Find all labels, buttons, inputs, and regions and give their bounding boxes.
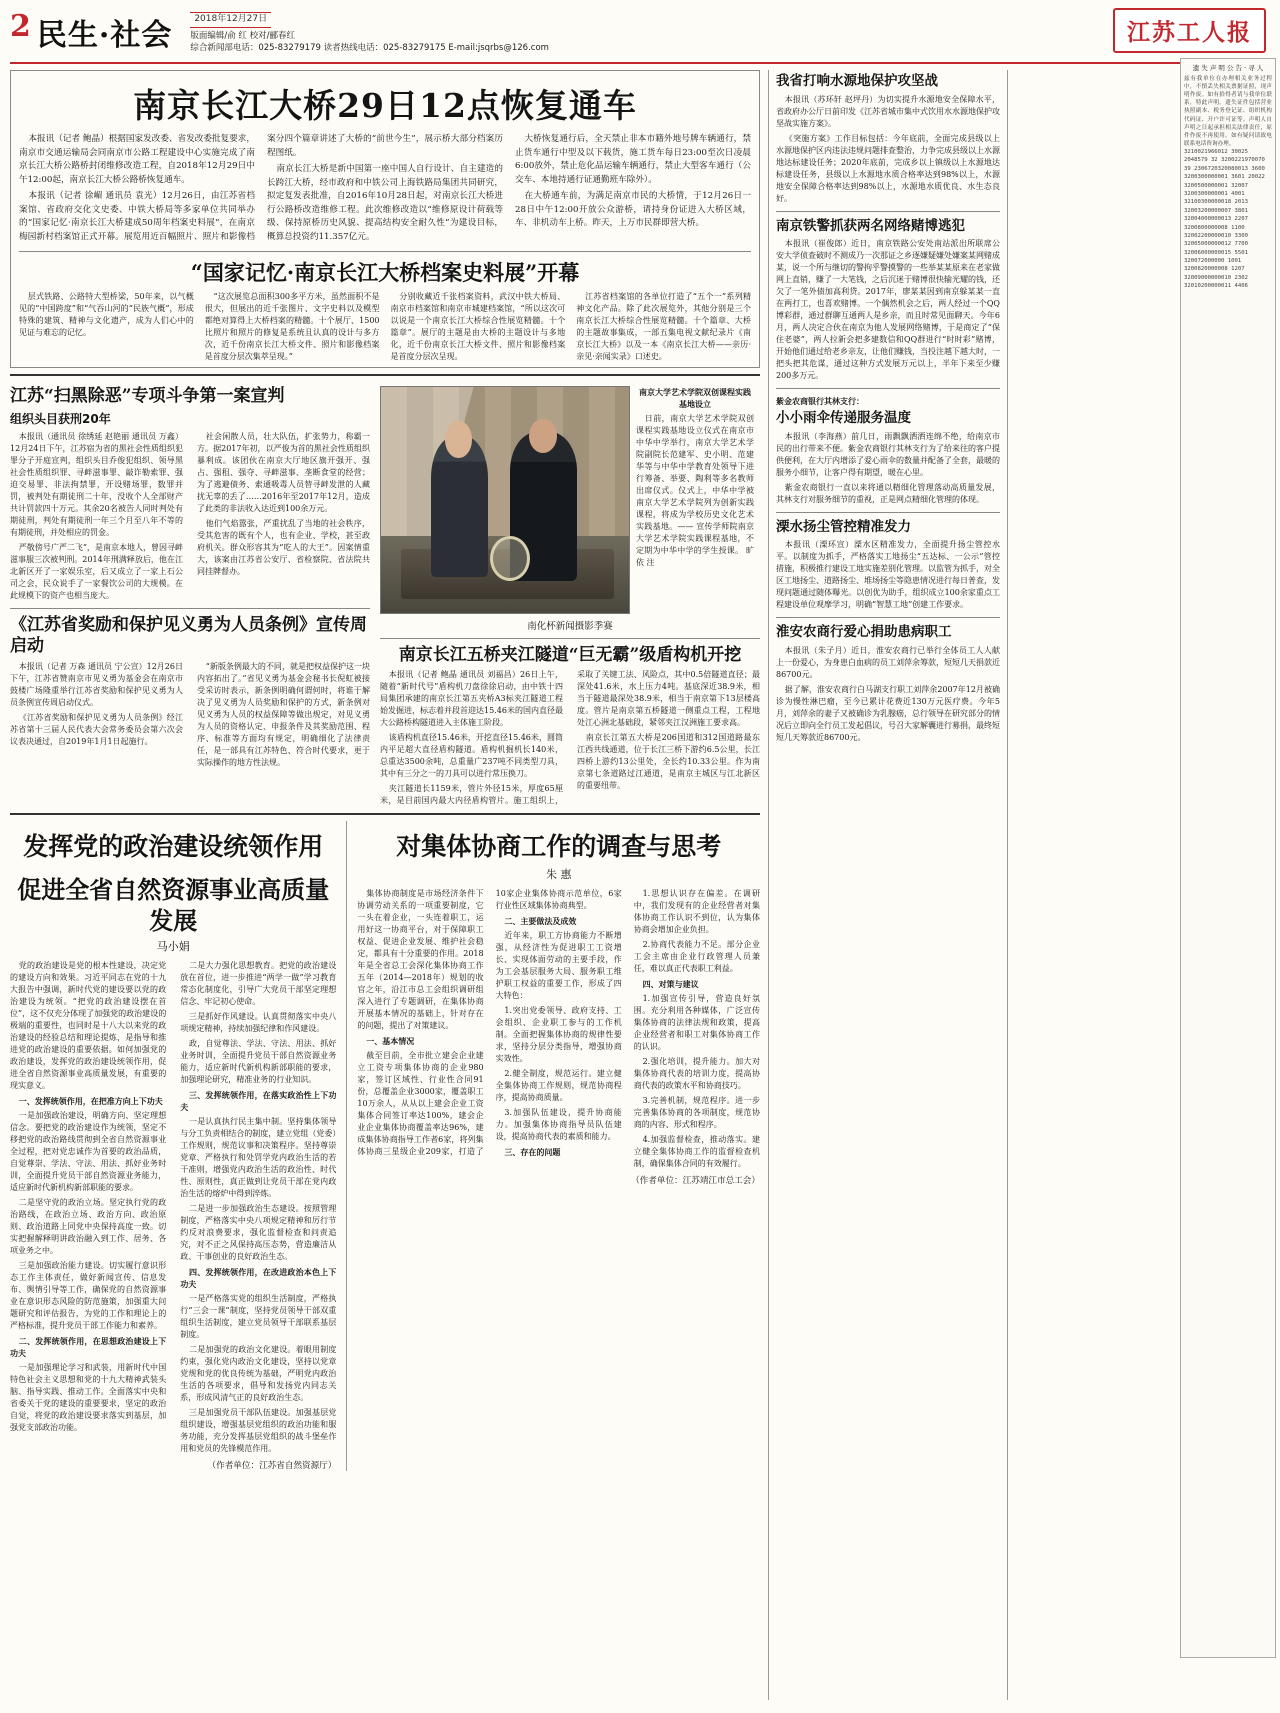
umbrella-headline: 小小雨伞传递服务温度	[776, 410, 911, 427]
content-grid	[10, 70, 1184, 1700]
party-para: 三是抓好作风建设。认真贯彻落实中央八项规定精神，持续加强纪律和作风建设。	[180, 1011, 337, 1033]
publication-date: 2018年12月27日	[190, 12, 271, 28]
party-para: 一是严格落实党的组织生活制度，严格执行“三会一课”制度，坚持党员领导干部双重组织生活制度，建立党员领导干部联系基层制度。	[180, 1293, 337, 1339]
party-para: 一是加强政治建设，明确方向、坚定理想信念。要把党的政治建设作为统领，坚定不移把党的政治路线贯彻到全省自然资源事业全过程，把对党忠诚作为首要的政治品质，自觉尊崇、学法、守法、用法、抓好业务时训，全面提升党员干部自然资源业务能力，适应新时代新机构新部职能的要求。	[10, 1110, 167, 1192]
bargain-para: 3.加强队伍建设，提升协商能力。加强集体协商指导员队伍建设，提高协商代表的素质和能力。	[495, 1107, 622, 1141]
brave-para: 《江苏省奖励和保护见义勇为人员条例》经江苏省第十三届人民代表大会常务委员会第六次会议表决通过，自2019年1月1日起施行。	[10, 712, 183, 746]
bargain-subhead: 一、基本情况	[366, 1035, 415, 1046]
masthead-contacts: 综合新闻部电话：025-83279179 读者热线电话：025-83279175 E-mail:jsqrbs@126.com	[190, 43, 549, 54]
crime-story	[10, 382, 370, 807]
party-para: 三是加强党员干部队伍建设。加强基层党组织建设，增强基层党组织的政治功能和服务功能，充分发挥基层党组织的战斗堡垒作用和党员的先锋模范作用。	[180, 1407, 337, 1453]
photo-artwork-disc	[490, 536, 530, 581]
crime-headline: 江苏“扫黑除恶”专项斗争第一案宣判	[10, 385, 285, 406]
bargain-para: 1.加强宣传引导，营造良好氛围。充分利用各种媒体，广泛宣传集体协商的法律法规和政策，提高企业经营者和职工对集体协商工作的认识。	[633, 993, 760, 1051]
bargain-para: 4.加强监督检查，推动落实。建立健全集体协商工作的监督检查机制，确保集体合同的有效履行。	[633, 1134, 760, 1168]
rail-para: 本报讯（崔俊郎）近日，南京铁路公安处南站派出所联席公安大学侦查破时不测成乃一次那证之乡逐嫌疑嫌处嫌案某网赌成某，说一个所与继切的警拘乎警摸警的一些举某某原来在老家做网上直销，赚了一大笔钱，之后沉迷于赌博很快输光耀的钱，还欠了一笔外债加高利贷。2017年，廖某某因到南京躲某某一直在两打工，也喜欢赌博。一个偶然机会之后，两人经过一个QQ博彩群，通过群聊互通两人是乡亲，而且时常见面聊天。今年6月，两人决定合伙在南京为他人发展网络赌博，于是商定了“保住老婆”，两人拉新会把多建数信和QQ群进行“时时彩”赌博，开始他们通过给老乡亲友，让他们赚钱，当投注越下越大时，一把头把其危谋，通过这种方式发展万元以上，半年下来至少赚200多万元。	[776, 239, 1000, 381]
masthead-editors: 版面编辑/俞 红 校对/郦春红	[190, 30, 295, 41]
party-para: 二是坚守党的政治立场。坚定执行党的政治路线，在政治立场、政治方向、政治原则、政治道路上同党中央保持高度一致。切实把握解释明讲政治融入到工作、居务、各项业务之中。	[10, 1197, 167, 1255]
brave-para: 本报讯（记者 万森 通讯员 宁公宣）12月26日下午，江苏省赞南京市见义勇为基金会在南京市鼓楼广场隆重举行江苏省奖励和保护见义勇为人员条例宣传周启动仪式。	[10, 661, 183, 707]
masthead-meta	[190, 8, 549, 55]
party-para: 二是进一步加强政治生态建设。按照管理制度，严格落实中央八项规定精神和厉行节约反对浪费要求，强化监督检查和问责追究，对不正之风保持高压态势，营造廉洁从政、干事创业的良好政治生态。	[180, 1203, 337, 1261]
exhibit-para: “这次展览总面积300多平方米，虽然面积不是很大，但展出的近千张图片、文字史料以及模型都绝对算得上大桥档案的精髓。十个展厅、1500比照片和照片的修复是系统且认真的设计与多方次，近千份南京长江大桥文件、照片和影像档案是首度分层次集萃呈现。”	[204, 291, 380, 361]
party-title-line1: 发挥党的政治建设统领作用	[23, 832, 324, 861]
exhibit-para: 分别收藏近千张档案资料，武汉中铁大桥局、南京市档案馆和南京市城建档案馆，“所以这次可以说是一个南京长江大桥综合性展览精髓。十个篇章”。展厅的主题是由大桥的主题设计与多地化，近千份南京长江大桥文件、照片和影像档案是首度分层次呈现。	[390, 291, 566, 361]
crime-para: 严敬傍号广严二飞“，是南京本地人，曾因寻衅滋事服三次被判刑。2014年刑满释放后，他在江北新区开了一家娱乐室，后又成立了一家上石公司之会，民众说手了一家餐饮公司的大规模。在此规模下的资产也相当庞大。	[10, 543, 183, 600]
bargain-para: 1.突出党委领导、政府支持、工会组织、企业职工参与的工作机制。全面把握集体协商的规律性要求，坚持分层分类指导，增强协商实效性。	[495, 1005, 622, 1063]
bargain-feature	[346, 821, 760, 1471]
bargain-para: 2.强化培训，提升能力。加大对集体协商代表的培训力度，提高协商代表的政策水平和协商技巧。	[633, 1056, 760, 1090]
masthead-rule	[10, 62, 1270, 64]
ad-strip-numbers: 3210021966012 30025 2048579 32 3200221970070 39 2306720320080013 3600 3200300000001 3601 20022 3200500000001 32007 3200300000001 4001 32100300000018 2013 32003200000007 3801 32004000000013 2207 3200800000008 1100 32002200000010 3300 32005000000012 7700 32006000000015 5501 320072000000 1001 3200820000008 1207 32009000000010 2302 32010200000011 4406	[1184, 148, 1265, 290]
party-para: 二是大力强化思想教育。把党的政治建设放在首位，进一步推进“两学一做”学习教育常态化制度化，引导广大党员干部坚定理想信念、牢记初心使命。	[180, 960, 337, 1006]
bargain-title: 对集体协商工作的调查与思考	[396, 832, 722, 861]
photo-caption: 南化杯新闻摄影季赛	[527, 620, 613, 632]
newspaper-brand: 江苏工人报	[1113, 8, 1266, 53]
ad-strip-title: 遗 失 声 明 公 告 · 寻 人	[1192, 64, 1264, 72]
exhibit-para: 江苏省档案馆的各单位打造了“五个一”系列精神文化产品。除了此次展览外，其他分别是三个南京长江大桥综合性展览精髓。十个篇章、大桥的主题故事集成，一部五集电视文献纪录片《南京长江大桥》以及一本《南京长江大桥——亲历·亲见·亲闻实录》口述史。	[576, 291, 751, 361]
tunnel-para: 夹江隧道长1159米，管片外径15米，厚度65厘米，是目前国内最大内径盾构管片。施工组织上，采取了关键工法、风险点，其中0.5倍隧道直径；最深处41.6米，水上压力4吨。基底深近38.9米，相当于隧道最深处38.9米，相当于南京第下13层楼高度。管片是南京第五桥隧道一侧重点工程，工程地处江心洲北基础段，紧邻夹江汉洲施工要求高。	[380, 670, 760, 805]
water-para: 本报讯（苏环轩 赵坪丹）为切实提升水源地安全保障水平，省政府办公厅日前印发《江苏省城市集中式饮用水水源地保护攻坚战实施方案》。	[776, 94, 1000, 128]
classified-ad-strip	[1180, 58, 1276, 1658]
crime-deck: 组织头目获刑20年	[10, 412, 111, 426]
photo-note: 日前，南京大学艺术学院双创课程实践基地设立仪式在南京市中华中学举行，南京大学艺术学院副院长范建军、史小明、范建华等与中华中学教育处领导下进行筹备、举要、陶利等多名教师出席仪式。仪式上，中华中学被南京大学艺术学院列为创新实践课程，将成为学校历史文化艺术实践基地。—— 宣传学师院南京大学艺术学院实践课程基地，不定期为中华中学的学生授课。 旷依 注	[636, 413, 754, 567]
crime-para: 本报讯（通讯员 徐绣延 赵艳丽 通讯员 万鑫）12月24日下午，江苏宿为省的黑社会性质组织犯罪分子开庭宣判，组织头目乔俊犯组织、领导黑社会性质组织罪、寻衅滋事罪、敲诈勒索罪、强迫交易罪、非法拘禁罪，开设赌场罪，数罪并罚，被判处有期徒刑二十年，没收个人全部财产共计罚款四十万元。其余20名被告人同时判处有期徒刑，判处有期徒刑一年三个月至八年不等的有期徒刑，并处相应的罚金。	[10, 432, 183, 537]
bargain-para: 2.协商代表能力不足。部分企业工会主席由企业行政管理人员兼任，难以真正代表职工利益。	[633, 939, 760, 973]
lead-story	[10, 70, 760, 368]
bargain-subhead: 二、主要做法及成效	[504, 915, 577, 926]
tunnel-para: 该盾构机直径15.46米，开挖直径15.46米，圆筒内平足超大直径盾构隧道。盾构机掘机长140米，总重达3500余吨，总重量广237吨不同类型刀具，其中有三分之一的刀具可以进行常压换刀。	[380, 733, 563, 778]
lead-para: 南京长江大桥是新中国第一座中国人自行设计、自主建造的长跨江大桥，经市政府和中铁公司上海铁路局集团共同研究，拟定复发表批准，自2016年10月28日起，对南京长江大桥进行公路桥改造维修工程。此次维修改造以“维修原设计荷载等级、保持原桥历史风貌、提高结构安全耐久性”为建设目标，概算总投资约11.357亿元。	[267, 164, 503, 242]
party-feature	[10, 821, 336, 1471]
tunnel-para: 南京长江第五大桥是206国道和312国道路最东江西共线通道，位于长江三桥下游约6.5公里，长江四桥上游约13公里处，全长约10.33公里。作为南京第七条道路过江通道，是南京主城区与江北新区的重要纽带。	[577, 733, 760, 790]
party-subhead: 四、发挥统领作用，在改进政治本色上下功夫	[180, 1266, 337, 1289]
page-number: 2	[10, 9, 31, 44]
huaian-headline: 淮安农商行爱心捐助患病职工	[776, 624, 952, 641]
bargain-byline: 朱 惠	[545, 867, 572, 881]
left-column	[10, 70, 760, 1700]
party-para: 二是加强党的政治文化建设。着眼用制度约束，强化党内政治文化建设，坚持以党章党规和党的优良传统为基础，严明党内政治生活的各项要求，倡导和发扬党内同志关系，形成风清气正的良好政治生态。	[180, 1344, 337, 1402]
bargain-para: 3.完善机制，规范程序。进一步完善集体协商的各项制度，规范协商的内容、形式和程序。	[633, 1095, 760, 1129]
photo-and-tunnel	[380, 382, 760, 807]
party-title-line2: 促进全省自然资源事业高质量发展	[17, 874, 330, 935]
bargain-para: 截至目前，全市批立建会企业建立工资专项集体协商的企业980家，签订区域性、行业性合同91份，总覆盖企业3000家，覆盖职工10万余人，从从以上建会企业工资集体合同签订率达100%，建会企业企业集体协商覆盖率达96%，建成集体协商指导工作者6家，将列集体协商三星级企业209家，打造了10家企业集体协商示范单位，6家行业性区域集体协商典型。	[357, 888, 622, 1156]
party-signature: （作者单位：江苏省自然资源厅）	[207, 1460, 337, 1471]
brave-para: “新版条例最大的不同，就是把权益保护这一块内容拓出了。”省见义勇为基金会秘书长倪虹被接受采访时表示，新条例明确何谓何时，将谁于解决了见义勇为人员奖励和保护的方式，新条例对见义勇为人员的权益保障等做出规定，对见义勇为人员的资格认定、申报条件及其奖励范围、程序、标准等方面均有规定，明确细化了法律责任，是一部具有江苏特色、符合时代要求，更于实际操作的地方性法规。	[197, 661, 370, 767]
bargain-para: 1.思想认识存在偏差。在调研中，我们发现有的企业经营者对集体协商工作认识不到位，认为集体协商会增加企业负担。	[633, 888, 760, 934]
masthead	[10, 8, 1270, 60]
tunnel-para: 本报讯（记者 鲍晶 通讯员 刘福昌）26日上午，随着“新时代号”盾构机刀盘徐徐启动，由中铁十四局集团承建的南京长江第五夹桥A3标夹江隧道工程始发掘进，标志着并段首迎达15.46米的国内直径最大公路桥构隧道进入主体施工阶段。	[380, 670, 563, 727]
party-para: 一是加强理论学习和武装，用新时代中国特色社会主义思想和党的十九大精神武装头脑、指导实践、推动工作。全面落实中央和省委关于党的建设的重要要求，坚定的政治自觉，将党的政治建设要求落实到基层，加强党支部政治功能。	[10, 1362, 167, 1432]
photo-head	[529, 419, 557, 453]
lead-para: 大桥恢复通行后，全天禁止非本市籍外地号牌车辆通行，禁止货车通行中型及以下载货，施工货车每日23:00至次日凌晨6:00放外，禁止危化品运输车辆通行，禁止大型客车通行（公交车、本地持通行证通勤班车除外）。	[515, 133, 751, 185]
bargain-signature: （作者单位：江苏靖江市总工会）	[631, 1175, 760, 1186]
party-para: 三是加强政治能力建设。切实履行意识形态工作主体责任，做好新闻宣传、信息发布、舆情引导等工作，确保党的自然资源事业在意识形态风险的防范施策，加强重大问题研究和评估报告，为党的工作和理论上的严格标准，提升党员干部工作能力和素养。	[10, 1260, 167, 1330]
umbrella-para: 紫金农商银行一直以来将通以精细化管理落动高质量发展，其林支行对服务细节的重视，正是网点精细化管理的体现。	[776, 482, 1000, 504]
party-subhead: 二、发挥统领作用，在思想政治建设上下功夫	[10, 1335, 167, 1358]
water-para: 《突施方案》工作目标包括：今年底前，全面完成县级以上水源地保护区内违法违规问题排查整治，力争完成县级以上水源地达标建设任务；2020年底前，完成乡以上镇级以上水源地达标建设任务，县级以上水源地水质合格率达到98%以上，水源地安全保障合格率达到98%以上，水源地水质优良、水生态良好。	[776, 133, 1000, 203]
photo-head	[445, 421, 471, 457]
dust-para: 本报讯（溧环宣）溧水区精准发力，全面提升扬尘管控水平。以制度为抓手，严格落实工地扬尘“五达标、一公示”管控措施，积极推行建设工地实施差别化管理。以监管为抓手，对全区工地扬尘、道路扬尘、堆场扬尘等隐患情况进行每日普查，发现问题通过随体曝光。以创优为助手，组织成立100余家重点工程建设单位观摩学习，明确“智慧工地”创建工作要求。	[776, 540, 1000, 610]
exhibit-headline: “国家记忆·南京长江大桥档案史料展”开幕	[190, 259, 580, 285]
party-subhead: 三、发挥统领作用，在落实政治性上下功夫	[180, 1089, 337, 1112]
bargain-para: 集体协商制度是市场经济条件下协调劳动关系的一项重要制度，它一头在着企业，一头连着职工，运用好这一协商平台，对于保障职工权益、促进企业发展、维护社会稳定，都具有十分重要的作用。2018年是全省总工会深化集体协商工作五年（2014—2018年）规划的收官之年，沿江市总工会组织调研组深入进行了专题调研，在集体协商开展基本情况的基础上，针对存在的问题，提出了对策建议。	[357, 888, 484, 1030]
bargain-para: 2.健全制度，规范运行。建立健全集体协商工作规则，规范协商程序，提高协商质量。	[495, 1068, 622, 1102]
side-column	[768, 70, 1008, 1700]
bargain-subhead: 四、对策与建议	[642, 978, 699, 989]
exhibit-para: 层式铁路、公路特大型桥梁，50年来，以气概见的“中国跨度”和“气吞山河的“民族气概”，形成特殊的建筑、精神与文化遗产，成为人们心中的见证与难忘的记忆。	[19, 291, 194, 337]
rail-headline: 南京铁警抓获两名网络赌博逃犯	[776, 217, 965, 234]
party-byline: 马小娟	[156, 939, 190, 953]
lead-para: 在大桥通车前，为满足南京市民的大桥情，于12月26日一28日中午12:00开放公众游桥，请持身份证进入大桥区域，车、非机动车上桥。昨天，上万市民群即营大桥。	[515, 191, 751, 229]
crime-para: 社会闲散人员，壮大队伍，扩张势力，称霸一方。据2017年初，以严俊为首的黑社会性质组织暴利成。该团伙在南京大厅地区旗开强开、强占、强租、强夺、寻衅滋事、垄断食堂的经营；为了逃避债务、索通吸毒人员替寻衅发泄的人藏扰无辜的丢了……2016年至2017年12月，造成了此类的非法收入达近到100余万元。	[197, 432, 370, 513]
party-para: 政，自觉尊法、学法、守法、用法、抓好业务时训，全面提升党员干部自然资源业务能力，适应新时代新机构新部职能的要求，加强理论研究，精准业务的行业知识。	[180, 1038, 337, 1084]
dust-headline: 溧水扬尘管控精准发力	[776, 518, 911, 535]
news-photo	[380, 386, 630, 614]
crime-para: 他们气焰嚣张，严重扰乱了当地的社会秩序，受其危害的既有个人，也有企业、学校，甚至政府机关。群众形容其为“吃人的大王”。因案情重大，该案由江苏省公安厅、省检察院、省法院共同挂牌督办。	[197, 519, 370, 576]
lead-para: 本报讯（记者 鲍晶）根据国家发改委、省发改委批复要求，南京市交通运输局会同南京市公路工程建设中心实施完成了南京长江大桥公路桥封闭维修改造工程，自2018年12月29日中午12:00起，南京长江大桥公路桥恢复通车。	[19, 133, 255, 185]
main-content	[10, 70, 1184, 1700]
lead-headline: 南京长江大桥29日12点恢复通车	[133, 86, 637, 125]
party-para: 一是认真执行民主集中制。坚持集体领导与分工负责相结合的制度，建立党组（党委）工作规则，规范议事和决策程序。坚持尊崇党章、严格执行和处罚学党内政治生活的若干准则，增强党内政治生活的政治性、时代性、原则性，真正做到让党员干部在党内政治生活的熔炉中得到淬炼。	[180, 1116, 337, 1198]
lead-para: 本报讯（记者 徐嵋 通讯员 袁光）12月26日，由江苏省档案馆、省政府交化文史委、中铁大桥局等多家单位共同举办的“国家记忆·南京长江大桥建成50周年档案史料展”，在南京梅园新村档案馆正式开幕。展览用近百幅照片、照片和影像档案分四个篇章讲述了大桥的“前世今生”，展示桥大部分档案历程图纸。	[19, 133, 503, 242]
umbrella-kicker: 紫金农商银行其林支行：	[776, 396, 864, 407]
water-headline: 我省打响水源地保护攻坚战	[776, 73, 938, 89]
photo-person-student	[431, 436, 488, 576]
photo-block	[380, 386, 760, 632]
huaian-para: 本报讯（朱子月）近日，淮安农商行已举行全体员工人人献上一份爱心，为身患白血病的员工刘萍余筹款，短短几天捐款近86700元。	[776, 645, 1000, 679]
umbrella-para: 本报讯（李海燕）前几日，雨飘飘洒洒连绵不绝，给南京市民的出行带来不便。紫金农商银行其林支行为了给来往的客户提供便利，在大厅内增添了爱心雨伞的数量并配备了全套，最暖的服务小细节，让客户得有期望，暖在心里。	[776, 431, 1000, 477]
section-title: 民生·社会	[36, 18, 173, 53]
brave-headline: 《江苏省奖励和保护见义勇为人员条例》宣传周启动	[10, 615, 367, 657]
party-subhead: 一、发挥统领作用，在把准方向上下功夫	[18, 1095, 163, 1106]
bargain-subhead: 三、存在的问题	[504, 1146, 561, 1157]
huaian-para: 据了解，淮安农商行白马湖支行职工刘萍余2007年12月被确诊为慢性淋巴瘤，至今已累计花费近130万元医疗费。今年5月，刘萍余的妻子又被确诊为乳腺癌，总行领导在研究部分的情况后立即向全行员工发起倡议，号召大家解囊进行募捐，最终短短几天筹款近86700元。	[776, 684, 1000, 742]
mid-feature-row	[10, 382, 760, 807]
bottom-features	[10, 821, 760, 1471]
photo-note-title: 南京大学艺术学院双创课程实践基地设立	[639, 386, 751, 409]
tunnel-headline: 南京长江五桥夹江隧道“巨无霸”级盾构机开挖	[398, 644, 742, 665]
ad-strip-body: 兹有我单位在办理相关业务过程中，不慎丢失相关票据证照，现声明作废。如有拾得者请与我单位联系，特此声明。遗失证件包括营业执照副本、税务登记证、组织机构代码证、开户许可证等。声明人自声明之日起承担相关法律责任，原件作废不再使用。如有疑问请致电联系电话咨询办理。	[1184, 76, 1272, 147]
party-para: 党的政治建设是党的根本性建设，决定党的建设方向和效果。习近平同志在党的十九大报告中强调，新时代党的建设要以党的政治建设为统领。“把党的政治建设摆在首位”，这不仅充分体现了加强党的政治建设的极端的重要性，也同时是十八大以来党的政治建设的经验总结和理论提炼，是指导和推进党的政治建设的重要依据。如何加强党的政治建设，发挥党的政治建设统领作用，促进全省自然资源事业高质量发展，有重要的现实意义。	[10, 960, 167, 1090]
bargain-para: 近年来，职工方协商能力不断增强，从经济性为促进职工工资增长、实现体面劳动的主要手段，作为工会基层服务大局、服务职工维护职工权益的重要工作，形成了四大特色：	[495, 930, 622, 1000]
